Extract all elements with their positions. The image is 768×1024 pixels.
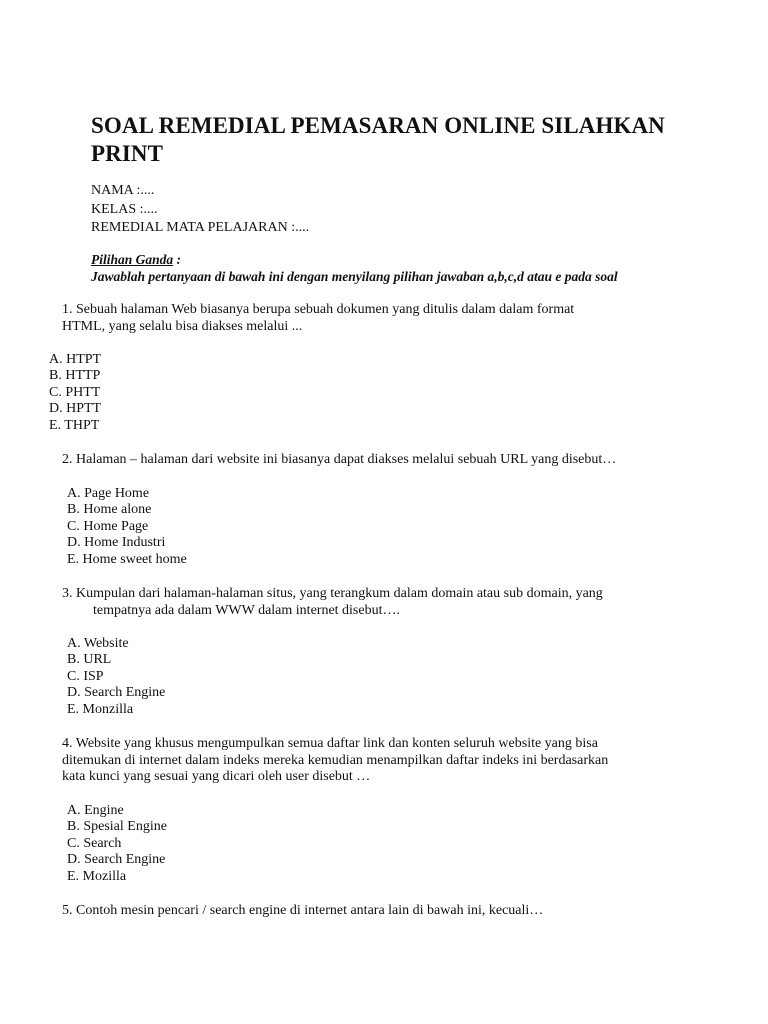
question-4-line-3: kata kunci yang sesuai yang dicari oleh user disebut … [62, 769, 371, 784]
option: C. PHTT [49, 384, 101, 400]
option: D. Search Engine [67, 685, 166, 701]
option: B. URL [67, 652, 112, 668]
option: C. ISP [67, 668, 104, 684]
option: A. Page Home [67, 486, 150, 501]
option: E. Monzilla [67, 701, 134, 717]
question-4 [62, 736, 608, 786]
student-info [91, 182, 309, 238]
question-4-line-2: ditemukan di internet dalam indeks mereka kemudian menampilkan daftar indeks ini berdasarkan [62, 752, 609, 768]
question-1-line-1: 1. Sebuah halaman Web biasanya berupa sebuah dokumen yang ditulis dalam dalam format [62, 302, 575, 317]
option: D. Search Engine [67, 852, 166, 868]
instructions-text: Jawablah pertanyaan di bawah ini dengan menyilang pilihan jawaban a,b,c,d atau e pada soal [91, 269, 618, 284]
option: D. HPTT [49, 401, 102, 417]
question-5-line-1: 5. Contoh mesin pencari / search engine di internet antara lain di bawah ini, kecuali… [62, 903, 544, 918]
question-1-options [49, 352, 101, 434]
option: A. Website [67, 636, 129, 651]
section-heading-suffix: : [173, 252, 182, 267]
question-2-line-1: 2. Halaman – halaman dari website ini biasanya dapat diakses melalui sebuah URL yang disebut… [62, 452, 617, 467]
option: D. Home Industri [67, 535, 166, 551]
document-title: SOAL REMEDIAL PEMASARAN ONLINE SILAHKAN PRINT [91, 113, 665, 166]
option: B. Spesial Engine [67, 819, 167, 835]
question-3-options [67, 636, 165, 718]
question-2-options [67, 486, 187, 568]
option: E. Mozilla [67, 868, 127, 884]
section-heading: Pilihan Ganda [91, 252, 174, 267]
option: C. Home Page [67, 518, 149, 534]
option: B. Home alone [67, 502, 152, 518]
question-2 [62, 452, 616, 469]
instructions [91, 251, 618, 285]
question-4-line-1: 4. Website yang khusus mengumpulkan semua daftar link dan konten seluruh website yang bisa [62, 736, 598, 751]
question-3-line-1: 3. Kumpulan dari halaman-halaman situs, yang terangkum dalam domain atau sub domain, yang [62, 586, 603, 601]
class-field: KELAS :.... [91, 201, 158, 217]
option: E. THPT [49, 417, 100, 433]
question-5 [62, 903, 543, 920]
name-field: NAMA :.... [91, 183, 155, 198]
remedial-subject-field: REMEDIAL MATA PELAJARAN :.... [91, 220, 310, 235]
option: B. HTTP [49, 368, 101, 384]
question-4-options [67, 803, 167, 885]
question-1-line-2: HTML, yang selalu bisa diakses melalui ... [62, 318, 303, 334]
question-3-line-2: tempatnya ada dalam WWW dalam internet disebut…. [93, 602, 400, 618]
option: C. Search [67, 835, 122, 851]
option: A. Engine [67, 803, 124, 818]
option: A. HTPT [49, 352, 102, 367]
question-1 [62, 302, 574, 335]
question-3 [62, 586, 603, 619]
option: E. Home sweet home [67, 551, 187, 567]
